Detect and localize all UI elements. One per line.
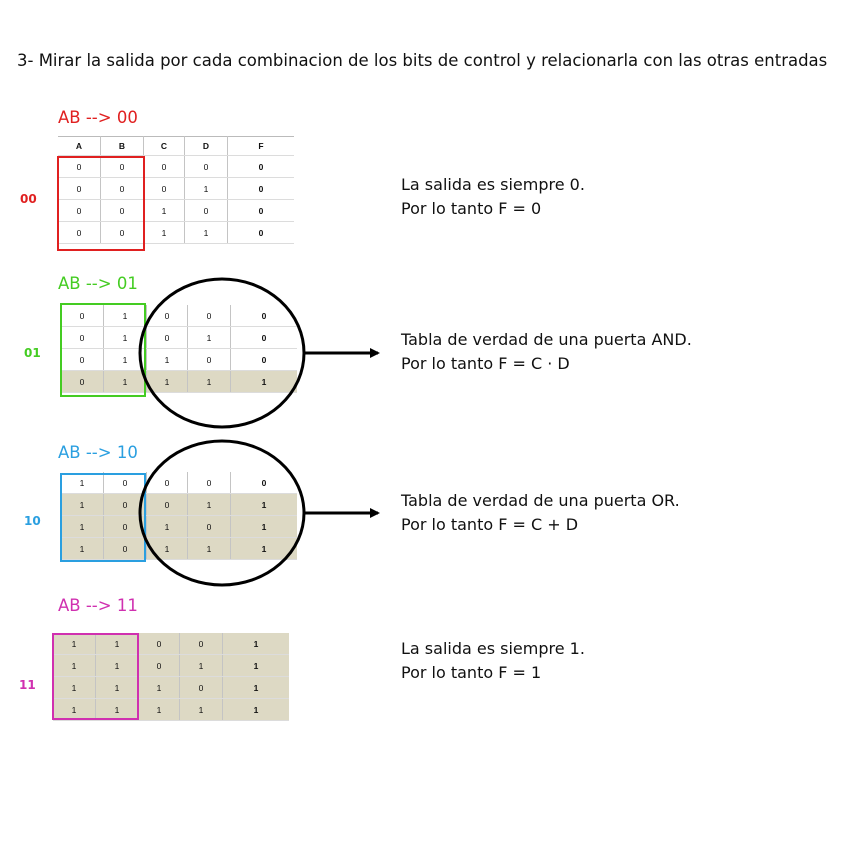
cell: 1 [96, 699, 139, 721]
col-header-c: C [144, 137, 185, 156]
cell: 0 [231, 349, 298, 371]
description-line-2: Por lo tanto F = 0 [401, 199, 542, 218]
cell: 1 [185, 178, 228, 200]
cell: 0 [231, 472, 298, 494]
cell: 1 [139, 699, 180, 721]
cell: 1 [61, 494, 104, 516]
cell: 0 [104, 494, 147, 516]
cell: 1 [61, 472, 104, 494]
cell: 1 [188, 327, 231, 349]
cell: 0 [188, 472, 231, 494]
cell: 1 [53, 633, 96, 655]
cell: 0 [188, 349, 231, 371]
cell: 0 [61, 349, 104, 371]
cell: 0 [58, 222, 101, 244]
col-header-b: B [101, 137, 144, 156]
cell: 0 [58, 178, 101, 200]
cell: 1 [223, 655, 290, 677]
cell: 0 [228, 156, 295, 178]
cell: 1 [147, 371, 188, 393]
cell: 1 [147, 516, 188, 538]
cell: 0 [61, 305, 104, 327]
cell: 1 [180, 655, 223, 677]
cell: 0 [228, 222, 295, 244]
cell: 0 [144, 156, 185, 178]
ab-label-11: AB --> 11 [58, 596, 138, 615]
cell: 1 [147, 538, 188, 560]
cell: 0 [101, 222, 144, 244]
cell: 0 [147, 472, 188, 494]
cell: 1 [53, 677, 96, 699]
cell: 0 [61, 327, 104, 349]
cell: 0 [101, 156, 144, 178]
cell: 1 [53, 699, 96, 721]
ab-label-00: AB --> 00 [58, 108, 138, 127]
cell: 1 [231, 371, 298, 393]
cell: 1 [104, 327, 147, 349]
row-code-01: 01 [24, 346, 41, 360]
cell: 0 [228, 178, 295, 200]
circle-annotation-and [140, 279, 304, 427]
cell: 0 [188, 516, 231, 538]
cell: 0 [147, 327, 188, 349]
cell: 1 [61, 538, 104, 560]
ab-label-01: AB --> 01 [58, 274, 138, 293]
cell: 0 [147, 494, 188, 516]
cell: 1 [96, 655, 139, 677]
cell: 0 [104, 516, 147, 538]
cell: 0 [101, 200, 144, 222]
cell: 0 [139, 655, 180, 677]
cell: 0 [180, 677, 223, 699]
cell: 1 [53, 655, 96, 677]
cell: 0 [231, 305, 298, 327]
cell: 1 [188, 538, 231, 560]
description-line-2: Por lo tanto F = C · D [401, 354, 570, 373]
description-line-1: Tabla de verdad de una puerta OR. [401, 491, 680, 510]
cell: 1 [231, 516, 298, 538]
cell: 1 [231, 538, 298, 560]
cell: 0 [104, 472, 147, 494]
col-header-d: D [185, 137, 228, 156]
cell: 0 [188, 305, 231, 327]
cell: 1 [223, 677, 290, 699]
cell: 1 [104, 305, 147, 327]
description-line-1: Tabla de verdad de una puerta AND. [401, 330, 692, 349]
cell: 1 [223, 633, 290, 655]
cell: 0 [185, 200, 228, 222]
cell: 0 [101, 178, 144, 200]
cell: 1 [180, 699, 223, 721]
row-code-11: 11 [19, 678, 36, 692]
cell: 1 [231, 494, 298, 516]
cell: 1 [61, 516, 104, 538]
row-code-00: 00 [20, 192, 37, 206]
heading: 3- Mirar la salida por cada combinacion de los bits de control y relacionarla con las otras entradas [17, 51, 828, 70]
cell: 1 [144, 200, 185, 222]
cell: 0 [185, 156, 228, 178]
cell: 1 [104, 371, 147, 393]
circle-annotation-or [140, 441, 304, 585]
cell: 1 [104, 349, 147, 371]
ab-label-10: AB --> 10 [58, 443, 138, 462]
cell: 1 [223, 699, 290, 721]
cell: 1 [144, 222, 185, 244]
cell: 1 [185, 222, 228, 244]
cell: 0 [58, 156, 101, 178]
cell: 0 [104, 538, 147, 560]
cell: 0 [61, 371, 104, 393]
cell: 0 [58, 200, 101, 222]
cell: 1 [96, 633, 139, 655]
col-header-a: A [58, 137, 101, 156]
cell: 0 [231, 327, 298, 349]
description-line-2: Por lo tanto F = 1 [401, 663, 542, 682]
cell: 0 [228, 200, 295, 222]
cell: 1 [139, 677, 180, 699]
cell: 0 [147, 305, 188, 327]
cell: 1 [188, 371, 231, 393]
cell: 0 [139, 633, 180, 655]
cell: 1 [147, 349, 188, 371]
cell: 1 [188, 494, 231, 516]
col-header-f: F [228, 137, 295, 156]
cell: 0 [144, 178, 185, 200]
cell: 1 [96, 677, 139, 699]
cell: 0 [180, 633, 223, 655]
description-line-2: Por lo tanto F = C + D [401, 515, 579, 534]
description-line-1: La salida es siempre 0. [401, 175, 585, 194]
description-line-1: La salida es siempre 1. [401, 639, 585, 658]
row-code-10: 10 [24, 514, 41, 528]
